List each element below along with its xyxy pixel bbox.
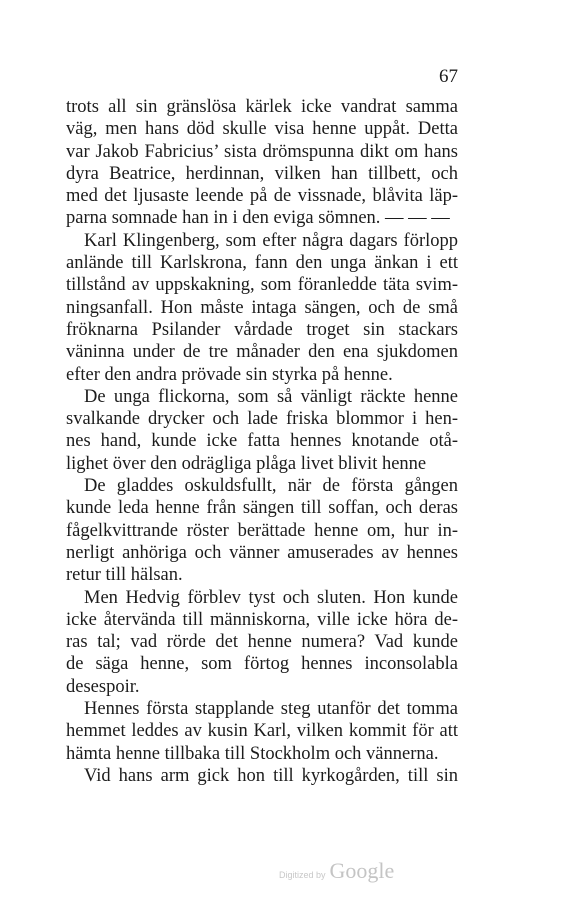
text-line: trots all sin gränslösa kärlek icke vandrat samma [66,97,458,117]
text-line: de säga henne, som förtog hennes inconsolabla [66,654,458,675]
body-text [66,96,458,787]
text-line: anlände till Karlskrona, fann den unga änkan i ett [66,253,458,274]
text-line: desespoir. [66,676,140,697]
page-number: 67 [439,66,458,87]
text-line: De gladdes oskuldsfullt, när de första gången [84,476,458,497]
text-line: dyra Beatrice, herdinnan, vilken han tillbett, och [66,163,458,184]
text-line: efter den andra prövade sin styrka på henne. [66,364,393,385]
text-line: parna somnade han in i den eviga sömnen. — — — [66,208,450,229]
watermark-prefix: Digitized by [279,870,326,880]
text-line: väg, men hans död skulle visa henne uppåt. Detta [66,119,458,140]
digitized-watermark [279,858,394,884]
text-line: nerligt anhöriga och vänner amuserades av hennes [66,542,458,563]
google-logo: Google [329,858,395,883]
text-line: lighet över den odrägliga plåga livet blivit henne [66,453,427,474]
text-line: Hennes första stapplande steg utanför det tomma [84,699,458,720]
text-line: ningsanfall. Hon måste intaga sängen, och de små [66,297,458,318]
text-line: De unga flickorna, som så vänligt räckte henne [84,386,458,407]
text-line: fågelkvittrande röster berättade henne om, hur in- [66,520,458,541]
text-line: hemmet leddes av kusin Karl, vilken kommit för att [66,721,458,742]
text-line: fröknarna Psilander vårdade troget sin stackars [66,319,458,340]
text-line: nes hand, kunde icke fatta hennes knotande otå- [66,431,458,452]
text-line: kunde leda henne från sängen till soffan, och deras [66,498,458,519]
text-line: väninna under de tre månader den ena sjukdomen [66,342,458,363]
text-line: icke återvända till människorna, ville icke höra de- [66,609,458,630]
text-line: retur till hälsan. [66,565,183,586]
text-line: var Jakob Fabricius’ sista drömspunna dikt om hans [66,141,458,162]
text-line: hämta henne tillbaka till Stockholm och vännerna. [66,743,439,764]
text-line: ras tal; vad rörde det henne numera? Vad kunde [66,632,458,653]
text-line: med det ljusaste leende på de vissnade, blåvita läp- [66,186,458,207]
text-line: tillstånd av uppskakning, som föranledde täta svim- [66,275,458,296]
text-line: Karl Klingenberg, som efter några dagars förlopp [84,230,458,251]
text-line: Men Hedvig förblev tyst och sluten. Hon kunde [84,587,458,608]
text-line: Vid hans arm gick hon till kyrkogården, till sin [84,765,458,786]
text-line: svalkande drycker och lade friska blommor i hen- [66,409,458,430]
